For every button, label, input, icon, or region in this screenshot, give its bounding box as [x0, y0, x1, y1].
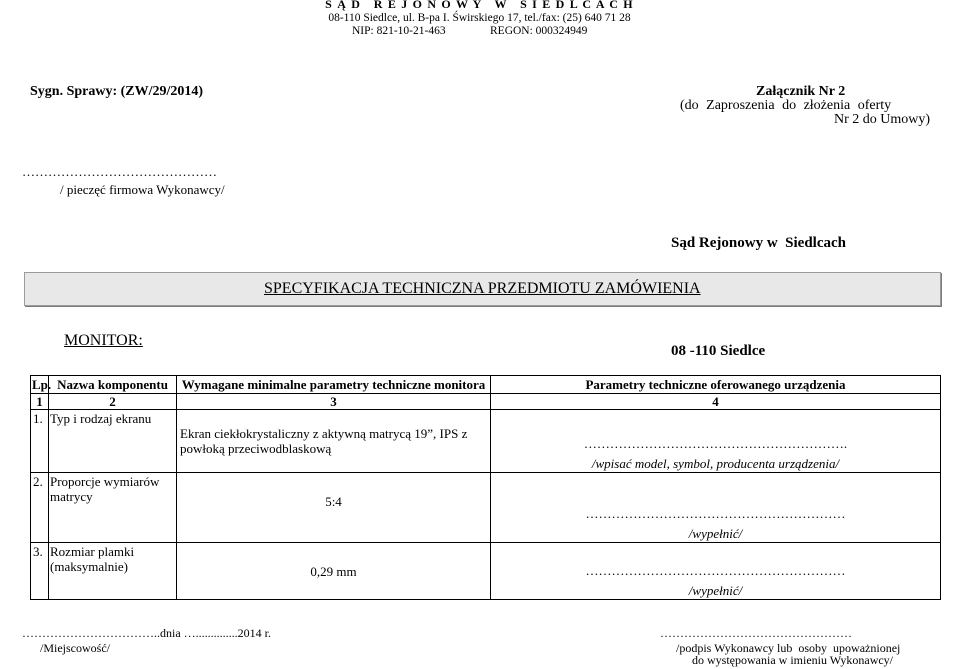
offered-parameters	[491, 410, 941, 473]
stamp-dotted-line: ………………………………………	[22, 164, 217, 179]
court-regon: REGON: 000324949	[490, 25, 588, 37]
row-number: 2.	[31, 473, 49, 543]
place-label: /Miejscowość/	[40, 641, 110, 655]
signature-label-line1: /podpis Wykonawcy lub osoby upoważnionej	[676, 641, 901, 655]
column-number: 2	[49, 394, 177, 410]
row-number: 1.	[31, 410, 49, 473]
spec-title: SPECYFIKACJA TECHNICZNA PRZEDMIOTU ZAMÓWIENIA	[264, 280, 701, 297]
court-name-header: S Ą D R E J O N O W Y W S I E D L C A C H	[325, 0, 634, 11]
column-number: 4	[491, 394, 941, 410]
attachment-note-line1: (do Zaproszenia do złożenia oferty	[680, 98, 892, 113]
header-component: Nazwa komponentu	[49, 376, 177, 394]
stamp-label: / pieczęć firmowa Wykonawcy/	[60, 182, 225, 197]
offered-parameters	[491, 473, 941, 543]
fill-in-hint: /wypełnić/	[688, 526, 743, 541]
column-number: 3	[177, 394, 491, 410]
fill-in-hint: /wpisać model, symbol, producenta urządzenia/	[591, 456, 840, 471]
court-address: 08-110 Siedlce, ul. B-pa I. Świrskiego 17, tel./fax: (25) 640 71 28	[328, 12, 631, 24]
attachment-title: Załącznik Nr 2	[756, 84, 846, 99]
recipient-name: Sąd Rejonowy w Siedlcach	[671, 235, 847, 251]
court-nip: NIP: 821-10-21-463	[352, 25, 446, 37]
place-date-line: ……………………………..dnia …..............2014 r.	[22, 626, 271, 640]
section-title: MONITOR:	[64, 332, 143, 349]
required-parameters: 5:4	[177, 473, 491, 543]
row-number: 3.	[31, 543, 49, 600]
fill-in-hint: /wypełnić/	[688, 583, 743, 598]
fill-in-dotted-line: …………………………………………………….	[583, 436, 848, 451]
offered-parameters	[491, 543, 941, 600]
signature-dotted-line: …………………………………………	[660, 626, 852, 640]
spec-table	[30, 375, 941, 600]
required-parameters: Ekran ciekłokrystaliczny z aktywną matrycą 19”, IPS z powłoką przeciwodblaskową	[177, 410, 491, 473]
attachment-note-line2: Nr 2 do Umowy)	[833, 112, 930, 127]
component-name: Proporcje wymiarów matrycy	[49, 473, 177, 543]
signature-label-line2: do występowania w imieniu Wykonawcy/	[692, 653, 894, 667]
required-parameters: 0,29 mm	[177, 543, 491, 600]
table-header-row	[31, 376, 941, 394]
header-offered-params: Parametry techniczne oferowanego urządzenia	[491, 376, 941, 394]
header-lp: Lp.	[32, 377, 52, 392]
header-required-params: Wymagane minimalne parametry techniczne monitora	[177, 376, 491, 394]
fill-in-dotted-line: ……………………………………………………	[585, 563, 846, 578]
component-name: Typ i rodzaj ekranu	[49, 410, 177, 473]
table-row	[31, 410, 941, 473]
table-column-numbers-row	[31, 394, 941, 410]
case-reference: Sygn. Sprawy: (ZW/29/2014)	[30, 84, 204, 99]
table-row	[31, 543, 941, 600]
fill-in-dotted-line: ……………………………………………………	[585, 506, 846, 521]
table-row	[31, 473, 941, 543]
component-name: Rozmiar plamki (maksymalnie)	[49, 543, 177, 600]
recipient-city: 08 -110 Siedlce	[671, 343, 766, 359]
column-number: 1	[31, 394, 49, 410]
